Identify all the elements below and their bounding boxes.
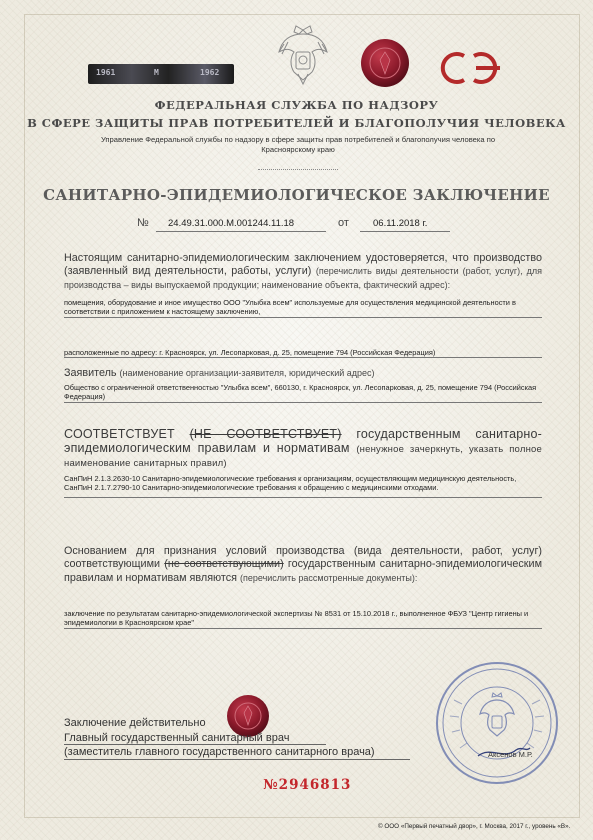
- basis-text2: государственным санитарно-эпидемиологическим правилам и нормативам являются: [64, 558, 542, 584]
- compliance-paragraph: [64, 428, 542, 471]
- agency-name-line2: В СФЕРЕ ЗАЩИТЫ ПРАВ ПОТРЕБИТЕЛЕЙ И БЛАГОПОЛУЧИЯ ЧЕЛОВЕКА: [27, 116, 566, 130]
- agency-name-line1: ФЕДЕРАЛЬНАЯ СЛУЖБА ПО НАДЗОРУ: [154, 98, 439, 112]
- document-title: САНИТАРНО-ЭПИДЕМИОЛОГИЧЕСКОЕ ЗАКЛЮЧЕНИЕ: [43, 186, 550, 204]
- decorative-divider: [258, 169, 338, 172]
- compliance-struck: (НЕ СООТВЕТСТВУЕТ): [189, 427, 342, 441]
- compliance-verdict: СООТВЕТСТВУЕТ: [64, 427, 175, 441]
- rules-underline: [64, 497, 542, 498]
- intro-section: [64, 252, 542, 292]
- form-serial-number: №2946813: [263, 777, 352, 793]
- object-field: [64, 298, 542, 318]
- object-value: помещения, оборудование и иное имущество ООО "Улыбка всем" используемые для осуществления медицинской деятельности в соответствии с приложением к настоящему заключению,: [64, 298, 542, 318]
- compliance-hint: (ненужное зачеркнуть, указать полное наименование санитарных правил): [64, 443, 542, 469]
- number-underline: [156, 231, 326, 232]
- date-prefix: от: [338, 217, 349, 229]
- hologram-number: 1962: [200, 68, 220, 77]
- hologram-number: 1961: [96, 68, 116, 77]
- applicant-label: Заявитель: [64, 367, 117, 379]
- intro-paragraph: [64, 252, 542, 292]
- signature-line: [64, 759, 410, 760]
- basis-section: [64, 545, 542, 585]
- basis-paragraph: [64, 545, 542, 585]
- certificate-number: 24.49.31.000.М.001244.11.18: [168, 218, 295, 229]
- russian-emblem-icon: [276, 22, 330, 86]
- certificate-date: 06.11.2018 г.: [373, 218, 428, 229]
- rules-value: СанПиН 2.1.3.2630-10 Санитарно-эпидемиологические требования к организациям, осуществляющим медицинскую деятельность, СанПиН 2.1.7.2790-10 Санитарно-эпидемиологические требования к обращению с медицинскими отходами.: [64, 474, 517, 493]
- printer-imprint: © ООО «Первый печатный двор», г. Москва, 2017 г., уровень «В».: [378, 823, 571, 830]
- validity-label: Заключение действительно: [64, 717, 206, 729]
- address-field: [64, 348, 542, 358]
- basis-value: заключение по результатам санитарно-эпидемиологической экспертизы № 8531 от 15.10.2018 г., выполненное ФБУЗ "Центр гигиены и эпидемиологии в Красноярском крае": [64, 609, 542, 629]
- red-security-seal-icon: [360, 38, 410, 88]
- applicant-hint: (наименование организации-заявителя, юридический адрес): [119, 368, 375, 378]
- number-sign: №: [137, 217, 149, 229]
- chief-doctor-label: Главный государственный санитарный врач: [64, 732, 290, 744]
- basis-text1: Основанием для признания условий производства (вида деятельности, работ, услуг) соответствующими: [64, 545, 542, 571]
- signature-line: [64, 744, 326, 745]
- basis-hint: (перечислить рассмотренные документы):: [239, 572, 418, 583]
- hologram-strip-icon: [88, 64, 234, 84]
- basis-struck: (не соответствующими): [164, 558, 284, 571]
- applicant-section: [64, 367, 542, 380]
- applicant-heading: [64, 367, 542, 380]
- date-underline: [360, 231, 450, 232]
- signer-name: Аксенов М.Р.: [488, 750, 533, 759]
- address-value: расположенные по адресу: г. Красноярск, ул. Лесопарковая, д. 25, помещение 794 (Российская Федерация): [64, 348, 542, 358]
- compliance-section: [64, 428, 542, 471]
- rules-field: [64, 474, 542, 493]
- deputy-doctor-label: (заместитель главного государственного санитарного врача): [64, 746, 375, 758]
- compliance-text: государственным санитарно-эпидемиологическим правилам и нормативам: [64, 427, 542, 455]
- hologram-number: M: [154, 68, 159, 77]
- intro-hint: (перечислить виды деятельности (работ, услуг), для производства – виды выпускаемой продукции; наименование объекта, фактический адрес):: [64, 266, 542, 290]
- applicant-value: Общество с ограниченной ответственностью "Улыбка всем", 660130, г. Красноярск, ул. Лесопарковая, д. 25, помещение 794 (Российская Федерация): [64, 383, 542, 403]
- round-blue-stamp-icon: [434, 660, 560, 786]
- se-mark-icon: [434, 50, 506, 86]
- intro-text: Настоящим санитарно-эпидемиологическим заключением удостоверяется, что производство (заявленный вид деятельности, работы, услуги): [64, 252, 542, 278]
- basis-field: [64, 609, 542, 629]
- applicant-field: [64, 383, 542, 403]
- department-name: Управление Федеральной службы по надзору в сфере защиты прав потребителей и благополучия человека по Красноярскому краю: [100, 135, 496, 154]
